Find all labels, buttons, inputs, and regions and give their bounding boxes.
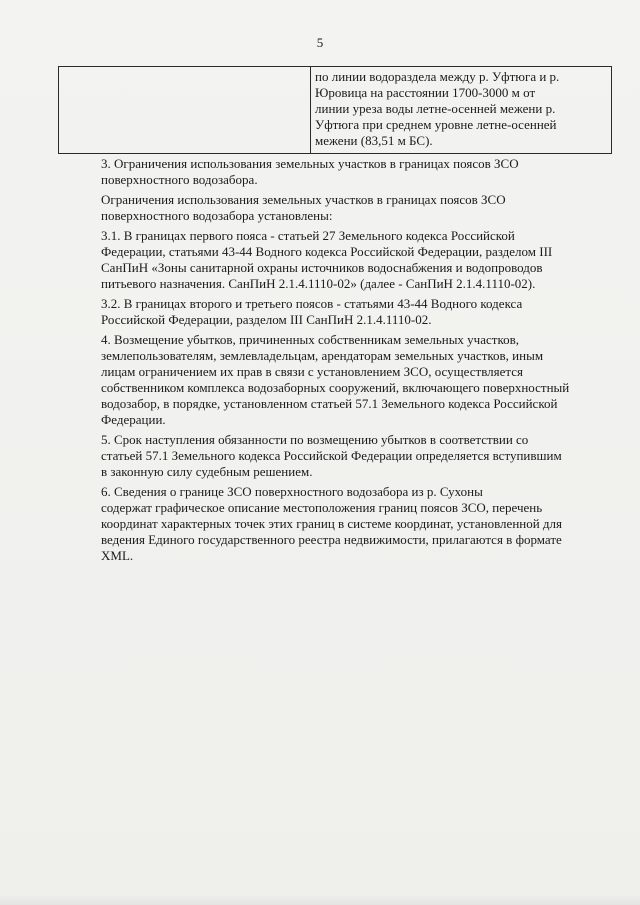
paragraph-line: землепользователям, землевладельцам, арендаторам земельных участков, иным [101,348,544,363]
paragraph-line: в законную силу судебным решением. [101,464,313,479]
paragraph-second-third-zones [58,296,612,328]
paragraph-line: 3.2. В границах второго и третьего поясов - статьями 43-44 Водного кодекса [101,296,523,311]
paragraph-restrictions-heading [58,156,612,188]
paragraph-restrictions-established [58,192,612,224]
table-right-line: Уфтюга при среднем уровне летне-осенней [315,117,557,132]
paragraph-line: 3.1. В границах первого пояса - статьей 27 Земельного кодекса Российской [101,228,515,243]
paragraph-boundary-info [58,484,612,564]
paragraph-line: 3. Ограничения использования земельных участков в границах поясов ЗСО [101,156,519,171]
table-right-line: линии уреза воды летне-осенней межени р. [315,101,556,116]
scan-bottom-edge [0,895,640,905]
table-right-line: Юровица на расстоянии 1700-3000 м от [315,85,536,100]
paragraph-damages-compensation [58,332,612,428]
paragraph-line: водозабор, в порядке, установленном статьей 57.1 Земельного кодекса Российской [101,396,558,411]
page-number: 5 [316,35,324,50]
table-left-cell [59,67,311,153]
paragraph-line: Российской Федерации, разделом III СанПиН 2.1.4.1110-02. [101,312,432,327]
table-right-cell [315,69,609,149]
paragraph-compensation-deadline [58,432,612,480]
paragraph-line: поверхностного водозабора установлены: [101,208,333,223]
paragraph-line: 6. Сведения о границе ЗСО поверхностного водозабора из р. Сухоны [101,484,483,499]
paragraph-line: 5. Срок наступления обязанности по возмещению убытков в соответствии со [101,432,529,447]
paragraph-line: ведения Единого государственного реестра недвижимости, прилагаются в формате [101,532,562,547]
paragraph-line: XML. [101,548,134,563]
document-body [58,156,612,568]
paragraph-line: Федерации, статьями 43-44 Водного кодекса Российской Федерации, разделом III [101,244,553,259]
paragraph-line: собственником комплекса водозаборных сооружений, включающего поверхностный [101,380,570,395]
paragraph-line: поверхностного водозабора. [101,172,258,187]
paragraph-line: СанПиН «Зоны санитарной охраны источников водоснабжения и водопроводов [101,260,543,275]
paragraph-first-zone [58,228,612,292]
paragraph-line: координат характерных точек этих границ в системе координат, установленной для [101,516,563,531]
table-right-line: по линии водораздела между р. Уфтюга и р. [315,69,560,84]
paragraph-line: 4. Возмещение убытков, причиненных собственникам земельных участков, [101,332,519,347]
continuation-table [58,66,612,154]
paragraph-line: Федерации. [101,412,166,427]
paragraph-line: статьей 57.1 Земельного кодекса Российской Федерации определяется вступившим [101,448,562,463]
paragraph-line: содержат графическое описание местоположения границ поясов ЗСО, перечень [101,500,543,515]
table-right-line: межени (83,51 м БС). [315,133,433,148]
paragraph-line: Ограничения использования земельных участков в границах поясов ЗСО [101,192,506,207]
paragraph-line: лицам ограничением их прав в связи с установлением ЗСО, осуществляется [101,364,523,379]
paragraph-line: питьевого назначения. СанПиН 2.1.4.1110-02» (далее - СанПиН 2.1.4.1110-02). [101,276,536,291]
